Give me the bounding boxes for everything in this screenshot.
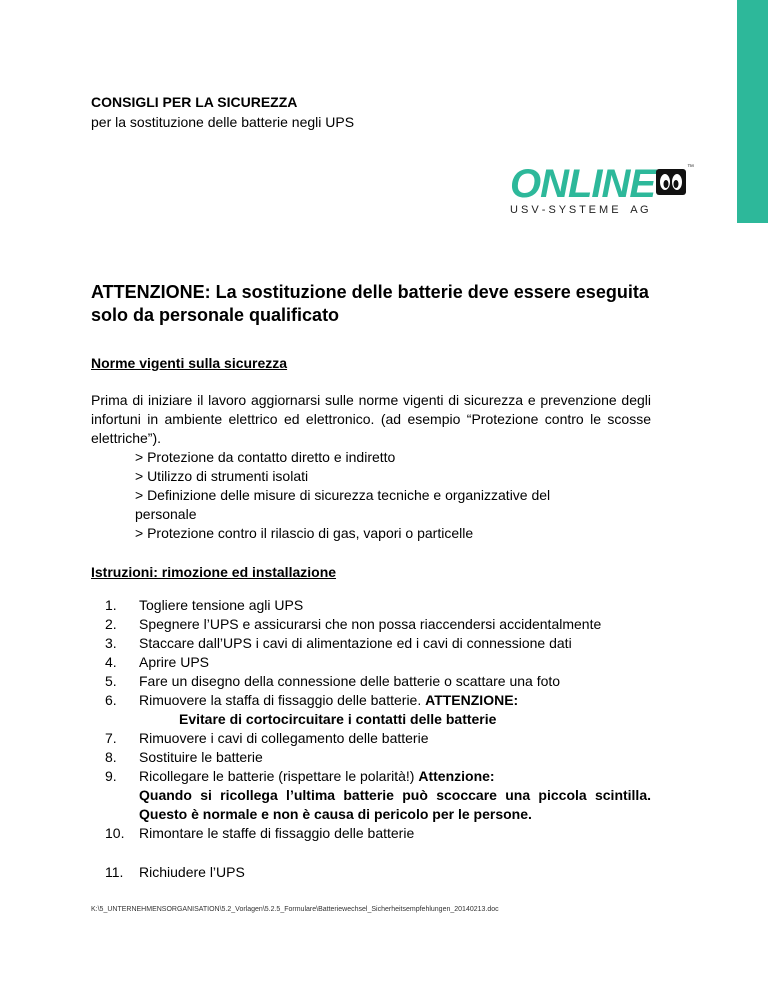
- list-item: > Utilizzo di strumenti isolati: [135, 468, 309, 484]
- step-number: 7.: [105, 730, 117, 746]
- logo-trademark: ™: [687, 164, 694, 171]
- list-item: [91, 824, 651, 843]
- step-text: Rimuovere la staffa di fissaggio delle batterie.: [139, 692, 422, 708]
- step-number: 1.: [105, 597, 117, 613]
- list-item: > Definizione delle misure di sicurezza tecniche e organizzative del personale: [135, 487, 551, 522]
- step-number: 2.: [105, 616, 117, 632]
- step-text: Rimontare le staffe di fissaggio delle batterie: [139, 825, 415, 841]
- footer-filepath: K:\5_UNTERNEHMENSORGANISATION\5.2_Vorlagen\5.2.5_Formulare\Batteriewechsel_Sicherheitsempfehlungen_20140213.doc: [91, 906, 499, 913]
- list-item: > Protezione da contatto diretto e indiretto: [135, 449, 396, 465]
- list-item: [91, 767, 651, 824]
- step-number: 8.: [105, 749, 117, 765]
- step-number: 5.: [105, 673, 117, 689]
- list-item: [91, 672, 651, 691]
- header-title: CONSIGLI PER LA SICUREZZA: [91, 94, 298, 110]
- step-text: Sostituire le batterie: [139, 749, 263, 765]
- step-warning: Evitare di cortocircuitare i contatti delle batterie: [179, 711, 497, 727]
- step-text: Spegnere l’UPS e assicurarsi che non possa riaccendersi accidentalmente: [139, 616, 602, 632]
- step-text: Aprire UPS: [139, 654, 210, 670]
- company-logo: [510, 162, 694, 244]
- list-item: [91, 596, 651, 615]
- main-warning: ATTENZIONE: La sostituzione delle batterie deve essere eseguita solo da personale qualificato: [91, 282, 649, 325]
- list-spacer: [91, 843, 651, 863]
- list-item: [91, 634, 651, 653]
- list-item: [91, 863, 651, 882]
- step-text: Rimuovere i cavi di collegamento delle batterie: [139, 730, 429, 746]
- step-number: 9.: [105, 768, 117, 784]
- step-note: Attenzione:: [418, 768, 495, 784]
- step-number: 6.: [105, 692, 117, 708]
- section-title-steps: Istruzioni: rimozione ed installazione: [91, 564, 337, 580]
- section-title-norms: Norme vigenti sulla sicurezza: [91, 355, 288, 371]
- list-item: [91, 691, 651, 729]
- header-subtitle: per la sostituzione delle batterie negli UPS: [91, 114, 355, 130]
- step-note: ATTENZIONE:: [425, 692, 519, 708]
- step-text: Togliere tensione agli UPS: [139, 597, 304, 613]
- norms-paragraph: Prima di iniziare il lavoro aggiornarsi sulle norme vigenti di sicurezza e prevenzione degli infortuni in ambiente elettrico ed elettronico. (ad esempio “Protezione contro le scosse elettriche”).: [91, 392, 651, 446]
- eyes-icon: [656, 169, 686, 195]
- list-item: [91, 653, 651, 672]
- step-text: Fare un disegno della connessione delle batterie o scattare una foto: [139, 673, 561, 689]
- step-text: Ricollegare le batterie (rispettare le polarità!): [139, 768, 415, 784]
- step-number: 11.: [105, 864, 124, 880]
- steps-list: [91, 596, 651, 882]
- accent-bar: [737, 0, 768, 223]
- norms-bullet-list: [135, 448, 605, 543]
- logo-tagline: U S V - S Y S T E M E A G: [510, 204, 649, 216]
- list-item: [91, 615, 651, 634]
- step-number: 10.: [105, 825, 125, 841]
- list-item: > Protezione contro il rilascio di gas, vapori o particelle: [135, 525, 474, 541]
- step-note-body: Quando si ricollega l’ultima batterie può scoccare una piccola scintilla. Questo è normale e non è causa di pericolo per le persone.: [139, 787, 651, 822]
- step-number: 3.: [105, 635, 117, 651]
- list-item: [91, 729, 651, 748]
- step-text: Richiudere l’UPS: [139, 864, 245, 880]
- step-number: 4.: [105, 654, 117, 670]
- list-item: [91, 748, 651, 767]
- logo-wordmark: ONLINE: [510, 162, 656, 206]
- step-text: Staccare dall’UPS i cavi di alimentazione ed i cavi di connessione dati: [139, 635, 572, 651]
